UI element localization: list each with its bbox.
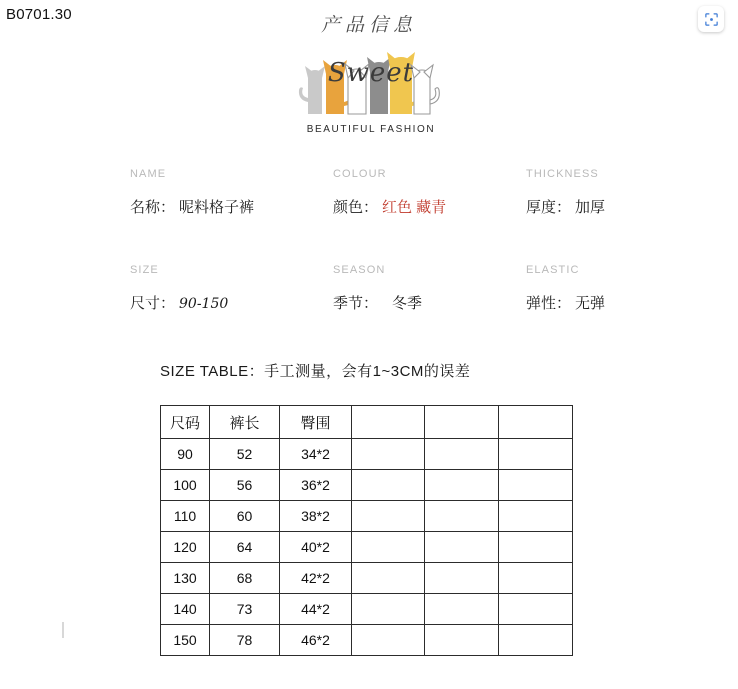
table-cell: 52 (210, 439, 280, 470)
table-cell (425, 470, 499, 501)
table-row (161, 439, 573, 470)
table-row (161, 470, 573, 501)
attribute-key: 厚度： (526, 199, 572, 216)
attribute-value: 无弹 (575, 295, 606, 312)
attribute-value-line (333, 292, 422, 313)
attribute-value-line (333, 196, 446, 217)
attribute-value: 红色 藏青 (382, 199, 447, 216)
attribute-key: 名称： (130, 199, 176, 216)
table-cell (425, 501, 499, 532)
table-cell: 38*2 (280, 501, 352, 532)
table-row (161, 563, 573, 594)
attribute-value: 90-150 (179, 296, 229, 312)
attribute-row (130, 264, 650, 360)
size-table-title (160, 360, 470, 381)
table-cell (425, 625, 499, 656)
table-cell: 90 (161, 439, 210, 470)
brand-logo (296, 48, 446, 143)
table-cell: 68 (210, 563, 280, 594)
cats-illustration-icon (296, 48, 446, 118)
table-cell (499, 470, 573, 501)
table-cell: 64 (210, 532, 280, 563)
attribute-value-line (130, 196, 254, 217)
table-cell: 42*2 (280, 563, 352, 594)
attribute-value: 冬季 (392, 295, 423, 312)
table-row (161, 532, 573, 563)
table-row (161, 625, 573, 656)
table-header-cell (499, 406, 573, 439)
attribute-value: 加厚 (575, 199, 606, 216)
table-cell (499, 625, 573, 656)
table-cell: 78 (210, 625, 280, 656)
attribute-name (130, 168, 254, 217)
table-cell: 44*2 (280, 594, 352, 625)
attribute-label: NAME (130, 168, 167, 180)
attribute-colour (333, 168, 446, 217)
table-cell (352, 532, 425, 563)
product-attributes (130, 168, 650, 360)
size-table-title-cn: 手工测量，会有1~3CM的误差 (264, 363, 471, 380)
table-cell (352, 439, 425, 470)
table-cell (425, 563, 499, 594)
attribute-key: 季节： (333, 295, 379, 312)
table-header-row (161, 406, 573, 439)
table-header-cell (425, 406, 499, 439)
table-cell (499, 563, 573, 594)
attribute-elastic (526, 264, 605, 313)
table-cell (352, 501, 425, 532)
attribute-label: SIZE (130, 264, 159, 276)
table-header-cell: 裤长 (210, 406, 280, 439)
page-artifact (62, 622, 64, 638)
table-cell: 150 (161, 625, 210, 656)
product-code: B0701.30 (6, 6, 72, 23)
table-cell: 34*2 (280, 439, 352, 470)
table-cell (499, 501, 573, 532)
table-cell (425, 439, 499, 470)
table-cell: 120 (161, 532, 210, 563)
table-cell (425, 532, 499, 563)
table-cell (352, 594, 425, 625)
table-cell (499, 594, 573, 625)
size-table (160, 405, 573, 656)
table-cell (499, 532, 573, 563)
table-cell (352, 563, 425, 594)
table-cell: 46*2 (280, 625, 352, 656)
table-cell (425, 594, 499, 625)
table-cell: 36*2 (280, 470, 352, 501)
attribute-thickness (526, 168, 605, 217)
size-table-title-en: SIZE TABLE： (160, 363, 265, 380)
attribute-value-line (130, 292, 228, 313)
attribute-label: THICKNESS (526, 168, 599, 180)
attribute-size (130, 264, 228, 313)
attribute-label: SEASON (333, 264, 386, 276)
table-cell: 56 (210, 470, 280, 501)
table-header-cell: 尺码 (161, 406, 210, 439)
logo-script-text: Sweet (327, 58, 415, 88)
attribute-key: 尺寸： (130, 295, 176, 312)
attribute-row (130, 168, 650, 264)
attribute-key: 弹性： (526, 295, 572, 312)
table-cell: 60 (210, 501, 280, 532)
attribute-key: 颜色： (333, 199, 379, 216)
table-cell: 40*2 (280, 532, 352, 563)
attribute-label: COLOUR (333, 168, 387, 180)
attribute-label: ELASTIC (526, 264, 580, 276)
table-cell: 73 (210, 594, 280, 625)
table-cell (499, 439, 573, 470)
logo-subtitle: BEAUTIFUL FASHION (306, 124, 436, 135)
page-title: 产品信息 (320, 14, 417, 36)
table-cell (352, 470, 425, 501)
attribute-value-line (526, 196, 605, 217)
table-cell: 100 (161, 470, 210, 501)
table-header-cell: 臀围 (280, 406, 352, 439)
table-row (161, 594, 573, 625)
table-cell: 110 (161, 501, 210, 532)
table-row (161, 501, 573, 532)
attribute-value: 呢料格子裤 (179, 199, 255, 216)
table-header-cell (352, 406, 425, 439)
attribute-season (333, 264, 422, 313)
attribute-value-line (526, 292, 605, 313)
table-cell: 140 (161, 594, 210, 625)
table-cell (352, 625, 425, 656)
table-cell: 130 (161, 563, 210, 594)
